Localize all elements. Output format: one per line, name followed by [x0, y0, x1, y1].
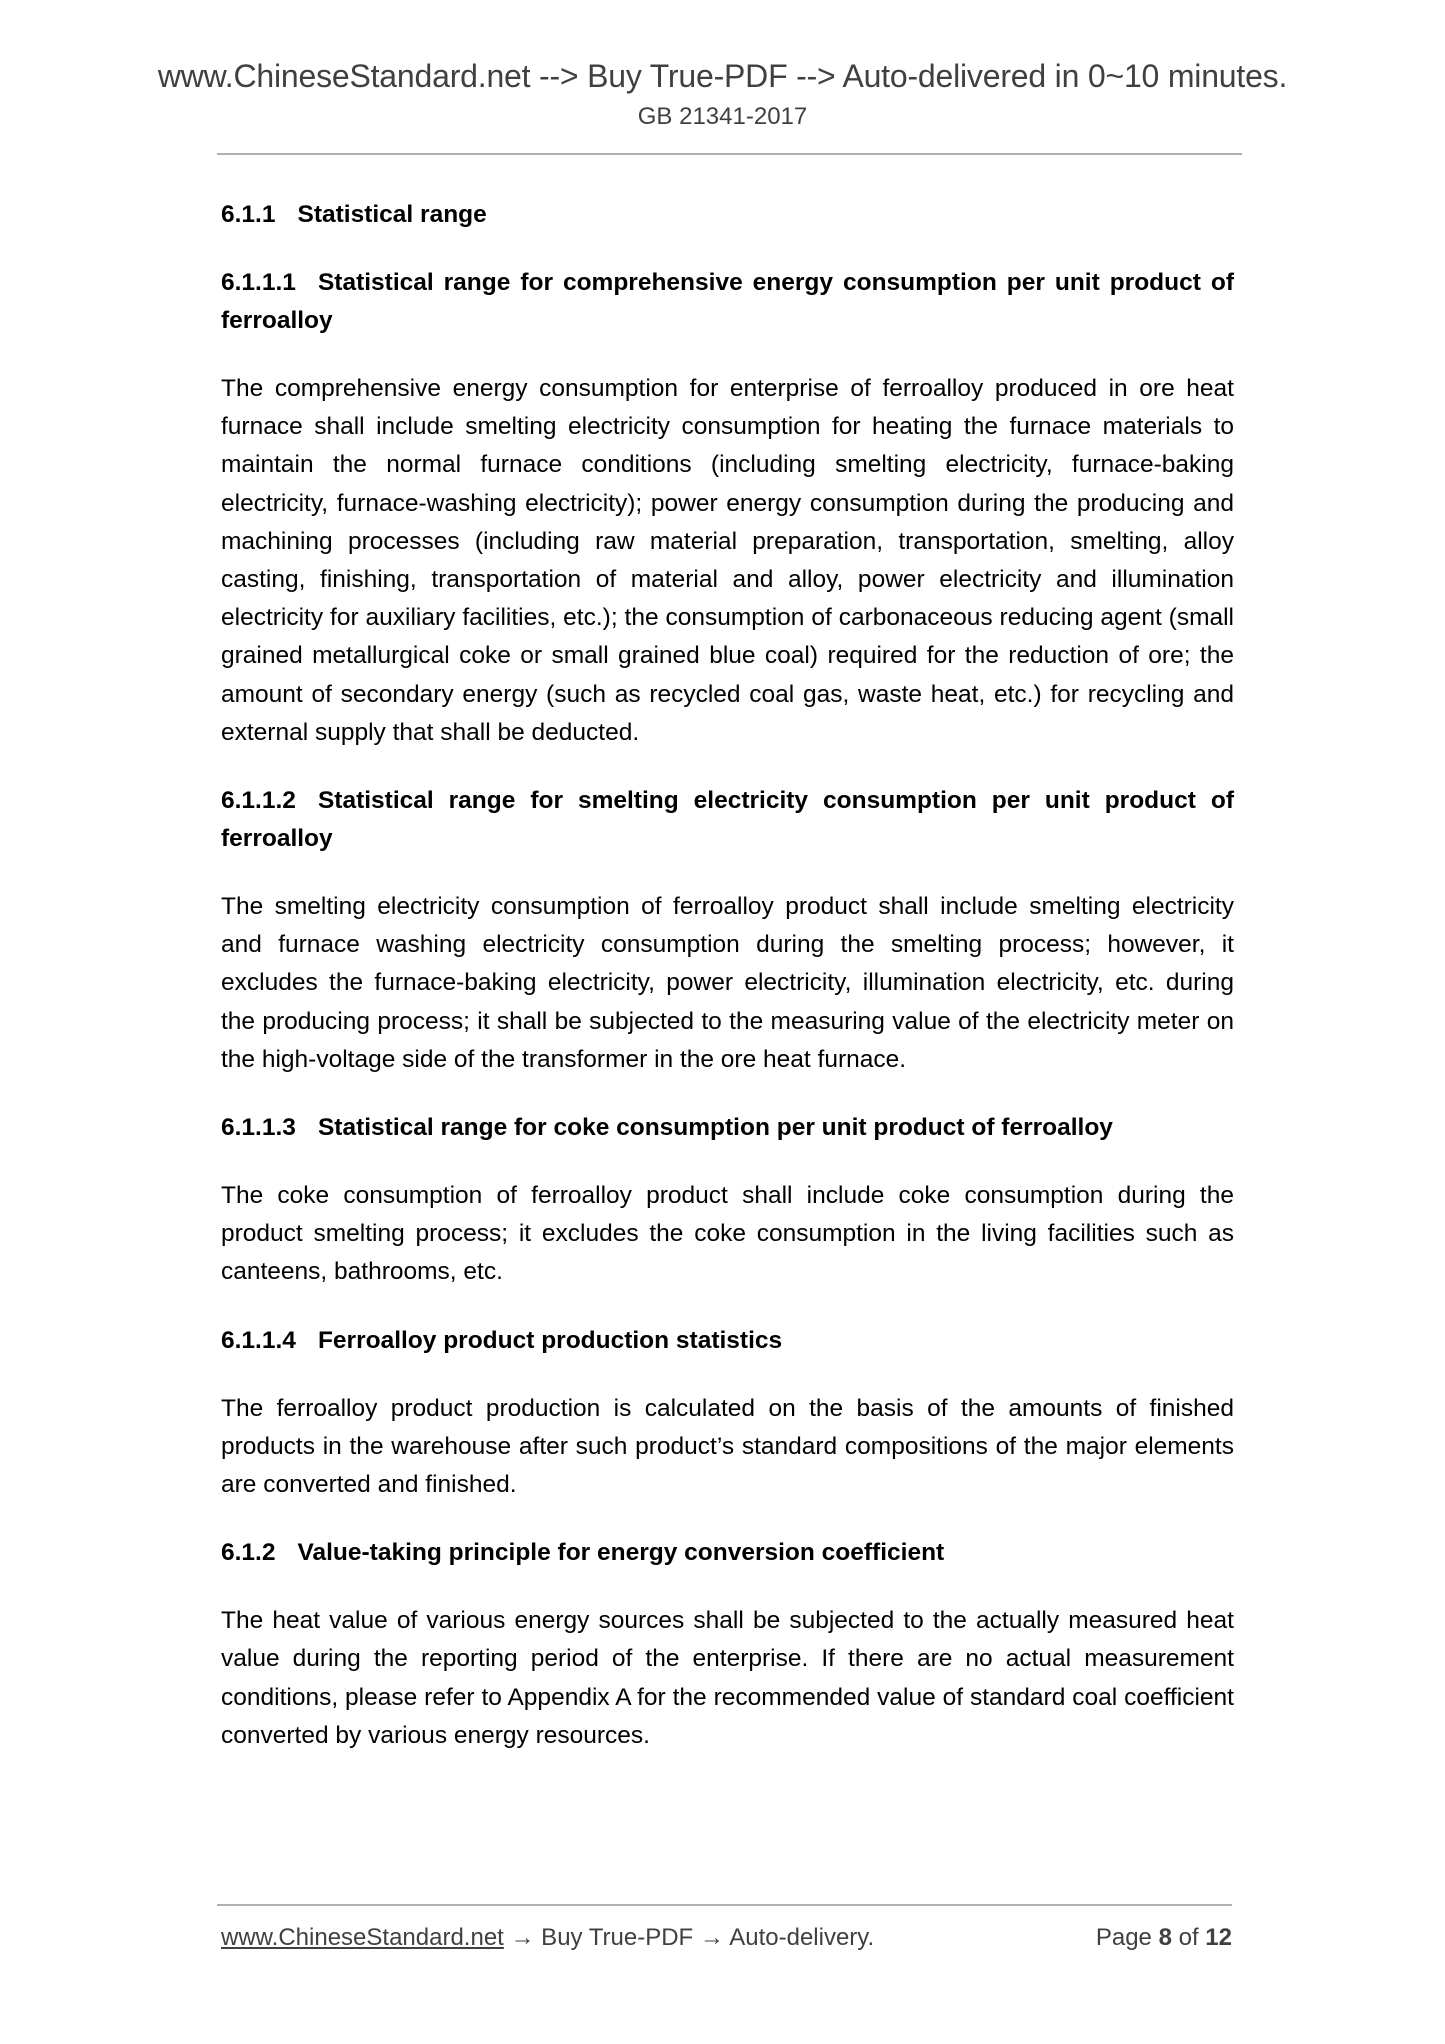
section-heading-6-1-1-4: [221, 1322, 1234, 1360]
section-paragraph: The ferroalloy product production is calculated on the basis of the amounts of finished products in the warehouse after such product’s standard compositions of the major elements are converted and finished.: [221, 1394, 1234, 1499]
section-paragraph: The comprehensive energy consumption for enterprise of ferroalloy produced in ore heat furnace shall include smelting electricity consumption for heating the furnace materials to maintain the normal furnace conditions (including smelting electricity, furnace-baking electricity, furnace-washing electricity); power energy consumption during the producing and machining processes (including raw material preparation, transportation, smelting, alloy casting, finishing, transportation of material and alloy, power electricity and illumination electricity for auxiliary facilities, etc.); the consumption of carbonaceous reducing agent (small grained metallurgical coke or small grained blue coal) required for the reduction of ore; the amount of secondary energy (such as recycled coal gas, waste heat, etc.) for recycling and external supply that shall be deducted.: [221, 375, 1234, 746]
section-heading-6-1-1-1: [221, 264, 1234, 340]
section-title: Statistical range for coke consumption per unit product of ferroalloy: [317, 1114, 1113, 1142]
footer-promo: [221, 1922, 874, 1954]
footer-site-link[interactable]: www.ChineseStandard.net: [221, 1924, 504, 1951]
section-heading-6-1-1-3: [221, 1109, 1234, 1147]
document-id: GB 21341-2017: [637, 103, 808, 130]
section-title: Statistical range for smelting electricity consumption per unit product of ferroalloy: [221, 787, 1234, 853]
section-number: 6.1.1.3: [221, 1114, 296, 1142]
footer-divider: [217, 1904, 1232, 1906]
section-paragraph: The smelting electricity consumption of ferroalloy product shall include smelting electricity and furnace washing electricity consumption during the smelting process; however, it excludes the furnace-baking electricity, power electricity, illumination electricity, etc. during the producing process; it shall be subjected to the measuring value of the electricity meter on the high-voltage side of the transformer in the ore heat furnace.: [221, 893, 1234, 1073]
footer-tagline: → Buy True-PDF → Auto-delivery.: [503, 1924, 875, 1951]
section-number: 6.1.2: [221, 1539, 276, 1567]
section-heading-6-1-1-2: [221, 782, 1234, 858]
section-title: Statistical range for comprehensive energy consumption per unit product of ferroalloy: [221, 269, 1234, 334]
section-title: Value-taking principle for energy conversion coefficient: [297, 1539, 945, 1567]
header-banner: www.ChineseStandard.net --> Buy True-PDF --> Auto-delivered in 0~10 minutes.: [157, 58, 1288, 94]
document-body: [221, 196, 1234, 1755]
page-total: 12: [1205, 1924, 1232, 1951]
section-heading-6-1-2: [221, 1534, 1234, 1572]
section-title: Statistical range: [297, 201, 487, 228]
page-of: of: [1178, 1924, 1199, 1951]
section-paragraph: The coke consumption of ferroalloy product shall include coke consumption during the product smelting process; it excludes the coke consumption in the living facilities such as canteens, bathrooms, etc.: [221, 1182, 1234, 1286]
page-current: 8: [1158, 1924, 1172, 1951]
section-heading-6-1-1: [221, 196, 1234, 234]
header-divider: [217, 153, 1242, 155]
page-number: [1096, 1922, 1232, 1954]
section-number: 6.1.1.1: [221, 269, 296, 296]
section-number: 6.1.1.4: [221, 1326, 296, 1354]
page-label: Page: [1095, 1924, 1152, 1951]
section-number: 6.1.1.2: [221, 787, 296, 815]
section-paragraph: The heat value of various energy sources shall be subjected to the actually measured heat value during the reporting period of the enterprise. If there are no actual measurement conditions, please refer to Appendix A for the recommended value of standard coal coefficient converted by various energy resources.: [221, 1607, 1234, 1749]
section-title: Ferroalloy product production statistics: [317, 1326, 783, 1354]
page-header: [0, 56, 1445, 132]
section-number: 6.1.1: [221, 201, 276, 228]
